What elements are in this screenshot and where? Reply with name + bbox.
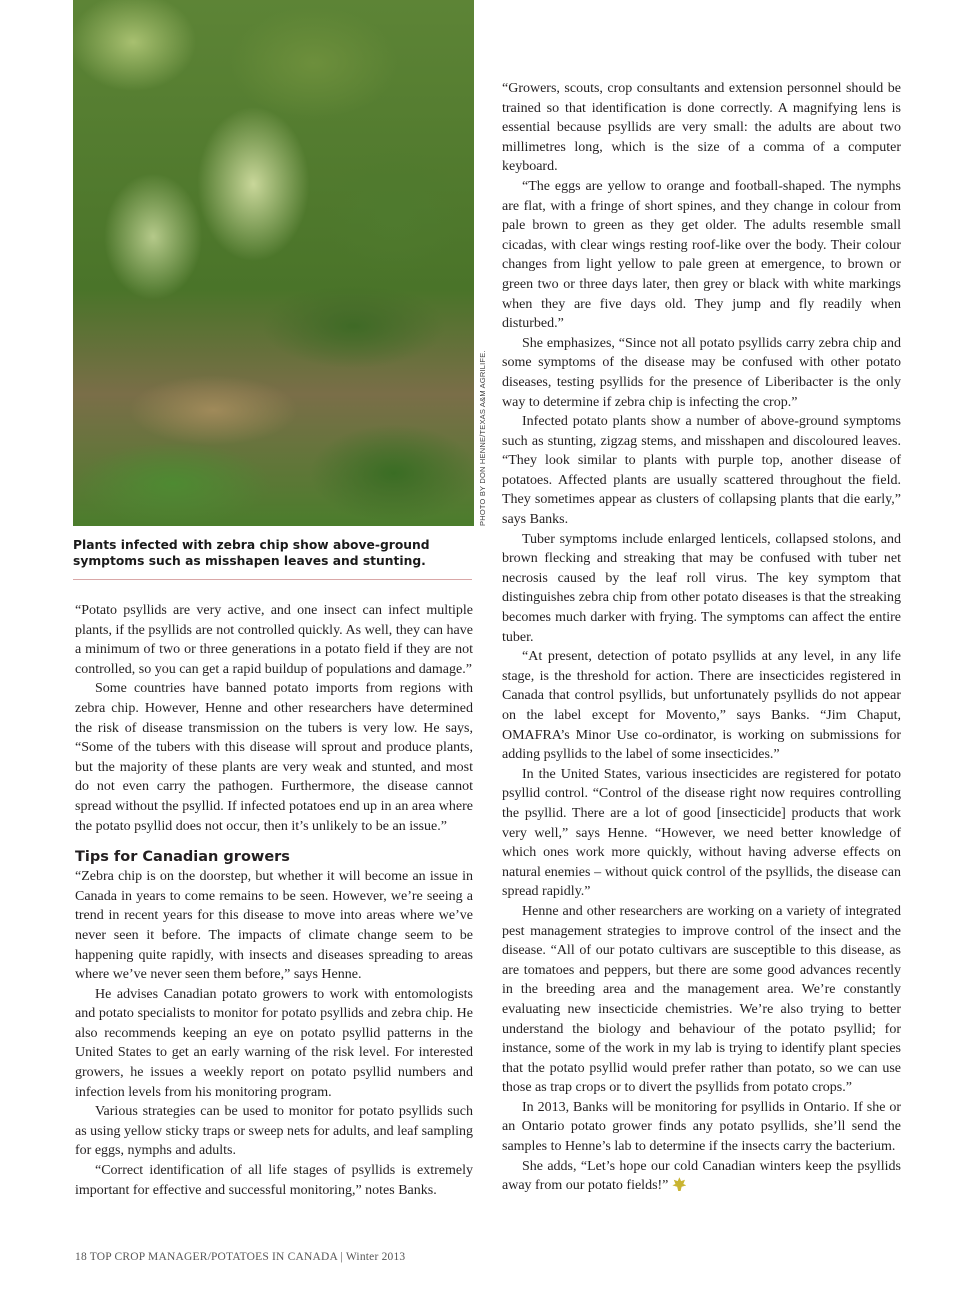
body-paragraph: Henne and other researchers are working on a variety of integrated pest management strategies to improve control of the insect and the disease. “All of our potato cultivars are susceptible to this disease, as are tomatoes and peppers, but there are some good advances recently in the breeding area and the management area. We’re constantly evaluating new insecticide chemistries. We’re also trying to better understand the biology and behaviour of the potato psyllid; for instance, some of the work in my lab is trying to identify plant species that the potato psyllid would prefer rather than potato, so we can use those as trap crops or to divert the psyllids from potato crops.” [502,903,901,1096]
body-paragraph: She emphasizes, “Since not all potato psyllids carry zebra chip and some symptoms of the disease may be confused with other potato diseases, testing psyllids for the presence of Liberibacter is the only way to determine if zebra chip is infecting the crop.” [502,335,901,410]
body-paragraph: Tuber symptoms include enlarged lenticels, collapsed stolons, and brown flecking and streaking that may be confused with tuber net necrosis caused by the leaf roll virus. The key symptom that distinguishes zebra chip from other potato diseases is that the streaking becomes much darker with frying. The symptoms can affect the entire tuber. [502,531,901,645]
body-paragraph: “Correct identification of all life stages of psyllids is extremely important for effective and successful monitoring,” notes Banks. [75,1163,473,1198]
photo-credit: PHOTO BY DON HENNE/TEXAS A&M AGRILIFE. [478,350,487,526]
body-paragraph: In 2013, Banks will be monitoring for psyllids in Ontario. If she or an Ontario potato grower finds any potato psyllids, she’ll send the samples to Henne’s lab to determine if the insects carry the bacterium. [502,1099,901,1155]
body-paragraph: “Growers, scouts, crop consultants and extension personnel should be trained so that identification is done correctly. A magnifying lens is essential because psyllids are very small: the adults are about two millimetres long, which is the size of a comma of a computer keyboard. [502,81,901,175]
body-paragraph: “At present, detection of potato psyllids at any level, in any life stage, is the threshold for action. There are insecticides registered in Canada that control psyllids, but unfortunately psyllids do not appear on the label except for Movento,” says Banks. “Jim Chaput, OMAFRA’s Minor Use co-ordinator, is working on submissions for adding psyllids to the label of some insecticides.” [502,649,901,763]
body-paragraph: “The eggs are yellow to orange and football-shaped. The nymphs are flat, with a fringe of short spines, and they change in colour from pale brown to green as they get older. The adults resemble small cicadas, with clear wings resting roof-like over the body. Their colour changes from light yellow to pale green at emergence, to brown or green two or three days later, then grey or black with white markings when they are five days old. They jump and fly readily when disturbed.” [502,178,901,332]
body-paragraph: Some countries have banned potato imports from regions with zebra chip. However, Henne and other researchers have determined the risk of disease transmission on the tubers is very low. He says, “Some of the tubers with this disease will sprout and produce plants, but the majority of these plants are very weak and stunted, and most do not even carry the pathogen. Furthermore, the disease cannot spread without the psyllid. If infected potatoes end up in an area where the potato psyllid does not occur, then it’s unlikely to be an issue.” [75,681,473,834]
body-paragraph: Various strategies can be used to monitor for potato psyllids such as using yellow sticky traps or sweep nets for adults, and leaf sampling for eggs, nymphs and adults. [75,1104,473,1159]
left-column [75,601,473,1200]
body-paragraph: Infected potato plants show a number of above-ground symptoms such as stunting, zigzag stems, and misshapen and discoloured leaves. “They look similar to plants with purple top, another disease of potatoes. Affected plants are usually scattered throughout the field. They sometimes appear as clusters of collapsing plants that die early,” says Banks. [502,414,901,528]
photo-caption: Plants infected with zebra chip show above-ground symptoms such as misshapen leaves and stunting. [73,538,430,568]
body-paragraph: “Potato psyllids are very active, and one insect can infect multiple plants, if the psyllids are not controlled quickly. As well, they can have a minimum of two or three generations in a potato field if they are not controlled, so you can get a rapid buildup of populations and damage.” [75,603,473,677]
right-column [502,79,901,1196]
zebra-chip-plants-photo [73,0,474,526]
caption-divider [73,579,472,580]
body-paragraph: In the United States, various insecticides are registered for potato psyllid control. “Control of the disease right now requires controlling the psyllid. There are a lot of good [insecticide] products that work very well,” says Henne. “However, we need better knowledge of which ones work more quickly, without having adverse effects on natural enemies – without quick control of the psyllids, the disease can spread rapidly.” [502,766,901,900]
section-heading: Tips for Canadian growers [75,849,290,866]
body-paragraph: He advises Canadian potato growers to work with entomologists and potato specialists to monitor for potato psyllids and zebra chip. He also recommends keeping an eye on potato psyllid patterns in the United States to get an early warning of the risk level. For interested growers, he issues a weekly report on potato psyllid numbers and infection levels from his monitoring program. [75,986,473,1100]
maple-leaf-icon [672,1177,686,1191]
final-paragraph-text: She adds, “Let’s hope our cold Canadian winters keep the psyllids away from our potato fields!” [502,1158,901,1194]
final-paragraph [502,1157,901,1196]
body-paragraph: “Zebra chip is on the doorstep, but whether it will become an issue in Canada in years to come remains to be seen. However, we’re seeing a trend in recent years for this disease to move into areas where we’ve never seen it before. The impacts of climate change seem to be happening quite rapidly, with insects and diseases spreading to areas where we’ve never seen them before,” says Henne. [75,869,473,983]
page-footer: 18 TOP CROP MANAGER/POTATOES IN CANADA | Winter 2013 [75,1251,406,1263]
